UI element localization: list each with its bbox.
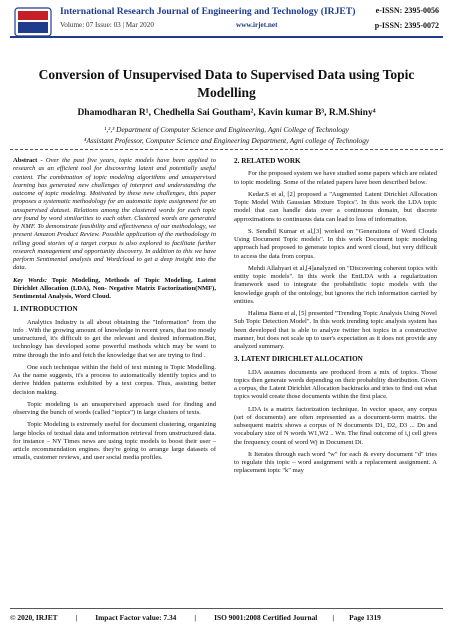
eissn: e-ISSN: 2395-0056 bbox=[375, 6, 439, 15]
section-heading-introduction: 1. INTRODUCTION bbox=[13, 305, 78, 314]
journal-title: International Research Journal of Engineering and Technology (IRJET) bbox=[60, 6, 356, 17]
paragraph: LDA assumes documents are produced from a mix of topics. Those topics then generate words depending on their probability distribution. Given a corpus, the Latent Dirichlet Allocation backtracks and tries to find out what topics would create those documents within the first place. bbox=[234, 368, 437, 401]
paragraph: Mehdi Allahyari et al,[4]analyzed on "Discovering coherent topics with entity topic models". In this work the EntLDA with a regularization framework used to integrate the probabilistic topic models with the knowledge graph of the ontology, but ignores the rich information carried by entities. bbox=[234, 264, 437, 305]
volume-issue: Volume: 07 Issue: 03 | Mar 2020 bbox=[60, 21, 154, 29]
keywords-label: Key Words: bbox=[13, 276, 48, 284]
irjet-logo bbox=[14, 7, 52, 37]
paragraph: S. Sendhil Kumar et al,[3] worked on "Generations of Word Clouds Using Document Topic models". In this work Document topic modeling approach had proposed to generate topics and word cloud, but very difficult to access the data from corpus. bbox=[234, 227, 437, 260]
journal-header bbox=[0, 0, 453, 46]
abstract bbox=[13, 157, 216, 273]
affiliation-2: ⁴Assistant Professor, Computer Science and Engineering Department, Agni college of Technology bbox=[83, 136, 370, 145]
paragraph: Topic modeling is an unsupervised approach used for finding and observing the bunch of words (called "topics") in large clusters of texts. bbox=[13, 400, 216, 416]
paragraph: Kedar.S et al, [2] proposed a "Augmented Latent Dirichlet Allocation Topic Model With Gaussian Mixture Topics". In this work the LDA topic model that can handle data over a continuous domain, but discrete approximations to continuous data can lead to loss of information. bbox=[234, 190, 437, 223]
pissn: p-ISSN: 2395-0072 bbox=[374, 21, 439, 30]
section-heading-lda: 3. LATENT DIRICHLET ALLOCATION bbox=[234, 355, 363, 364]
left-column bbox=[13, 157, 216, 467]
footer-page-number: Page 1319 bbox=[349, 613, 381, 622]
keywords-text: Topic Modeling, Methods of Topic Modeling, Latent Dirichlet Allocation (LDA), Non- Negative Matrix Factorization(NMF), Sentimental Analysis, Word Cloud. bbox=[13, 276, 216, 300]
abstract-label: Abstract - bbox=[13, 157, 43, 164]
authors: Dhamodharan R¹, Chedhella Sai Goutham², Kavin kumar B³, R.M.Shiny⁴ bbox=[77, 108, 376, 118]
paragraph: It Iterates through each word "w" for each & every document "d" tries to regulate this topic – word assignment with a replacement assignment. A replacement topic "k" may bbox=[234, 450, 437, 475]
footer-copyright: © 2020, IRJET bbox=[10, 613, 58, 622]
keywords bbox=[13, 277, 216, 302]
affiliation-1: ¹,²,³ Department of Computer Science and Engineering, Agni College of Technology bbox=[104, 125, 349, 134]
paragraph: For the proposed system we have studied some papers which are related to topic modeling. Some of the related papers have been described below. bbox=[234, 170, 437, 186]
paragraph: One such technique within the field of text mining is Topic Modelling. As the name suggests, it's a process to automatically identify topics and to derive hidden patterns exhibited by a text corpus. Thus, assisting better decision making. bbox=[13, 363, 216, 396]
abstract-text: Over the past five years, topic models have been applied to research as an efficient tool for discovering latent and potentially useful content. The combination of topic modeling algorithms and unsupervised learning has generated new challenges of interpret and understanding the outcome of topic modeling. Motivated by these new challenges, this paper proposes a systematic methodology for an automatic topic assignment for an unsupervised dataset. Relations among the clustered words for each topic are found by word similarities to each other. Clustered words are generated by NMF. To demonstrate feasibility and effectiveness of our methodology, we present Amazon Product Review. Possible application of the methodology in telling good stories of a target corpus is also explored to facilitate further research management and opportunity discovery. In addition to this we have perform Sentimental analysis and Wordcloud to get a deep insight into the data. bbox=[13, 157, 216, 272]
section-separator bbox=[10, 149, 443, 150]
footer-impact-factor: Impact Factor value: 7.34 bbox=[95, 613, 177, 622]
paragraph: Topic Modeling is extremely useful for document clustering, organizing large blocks of textual data and information retrieval from unstructured data. for instance – NY Times news are using topic models to boost their user – article recommendation engines. they're going to arrange large datasets of emails, customer reviews, and user social media profiles. bbox=[13, 421, 216, 462]
section-heading-related-work: 2. RELATED WORK bbox=[234, 157, 301, 165]
footer-iso: ISO 9001:2008 Certified Journal bbox=[214, 613, 318, 622]
footer-divider bbox=[10, 608, 443, 609]
paper-title: Conversion of Unsupervised Data to Supervised Data using Topic Modelling bbox=[38, 67, 415, 100]
journal-url[interactable]: www.irjet.net bbox=[236, 21, 278, 29]
header-divider bbox=[10, 36, 443, 38]
page-footer: © 2020, IRJET | Impact Factor value: 7.34 | ISO 9001:2008 Certified Journal | Page 1319 bbox=[10, 613, 381, 622]
paragraph: Analytics Industry is all about obtaining the "Information" from the info . With the growing amount of knowledge in recent years, that too mostly unstructured, it's difficult to get the relevant and desired information.But, technology has developed some powerful methods which may be want to mine through the info and fetch the knowledge that we are trying to find . bbox=[13, 318, 216, 359]
right-column bbox=[234, 157, 437, 480]
paragraph: Halima Banu et al, [5] presented "Trending Topic Analysis Using Novel Sub Topic Detection Model". In this work trending topic analysis system has been developed that is able to analyze twitter hot topics in a constructive manner, but does not scale up to user's expectation as it does not provide any analyzed summary. bbox=[234, 310, 437, 350]
paragraph: LDA is a matrix factorization technique. In vector space, any corpus (set of documents) are often represented as a document-term matrix. the subsequent matrix shows a corpus of N documents D1, D2, D3 ... Dn and vocabulary size of N words W1,W2 .. Wn. The final outcome of i,j cell gives the frequency count of word Wj in Document Di. bbox=[234, 405, 437, 446]
